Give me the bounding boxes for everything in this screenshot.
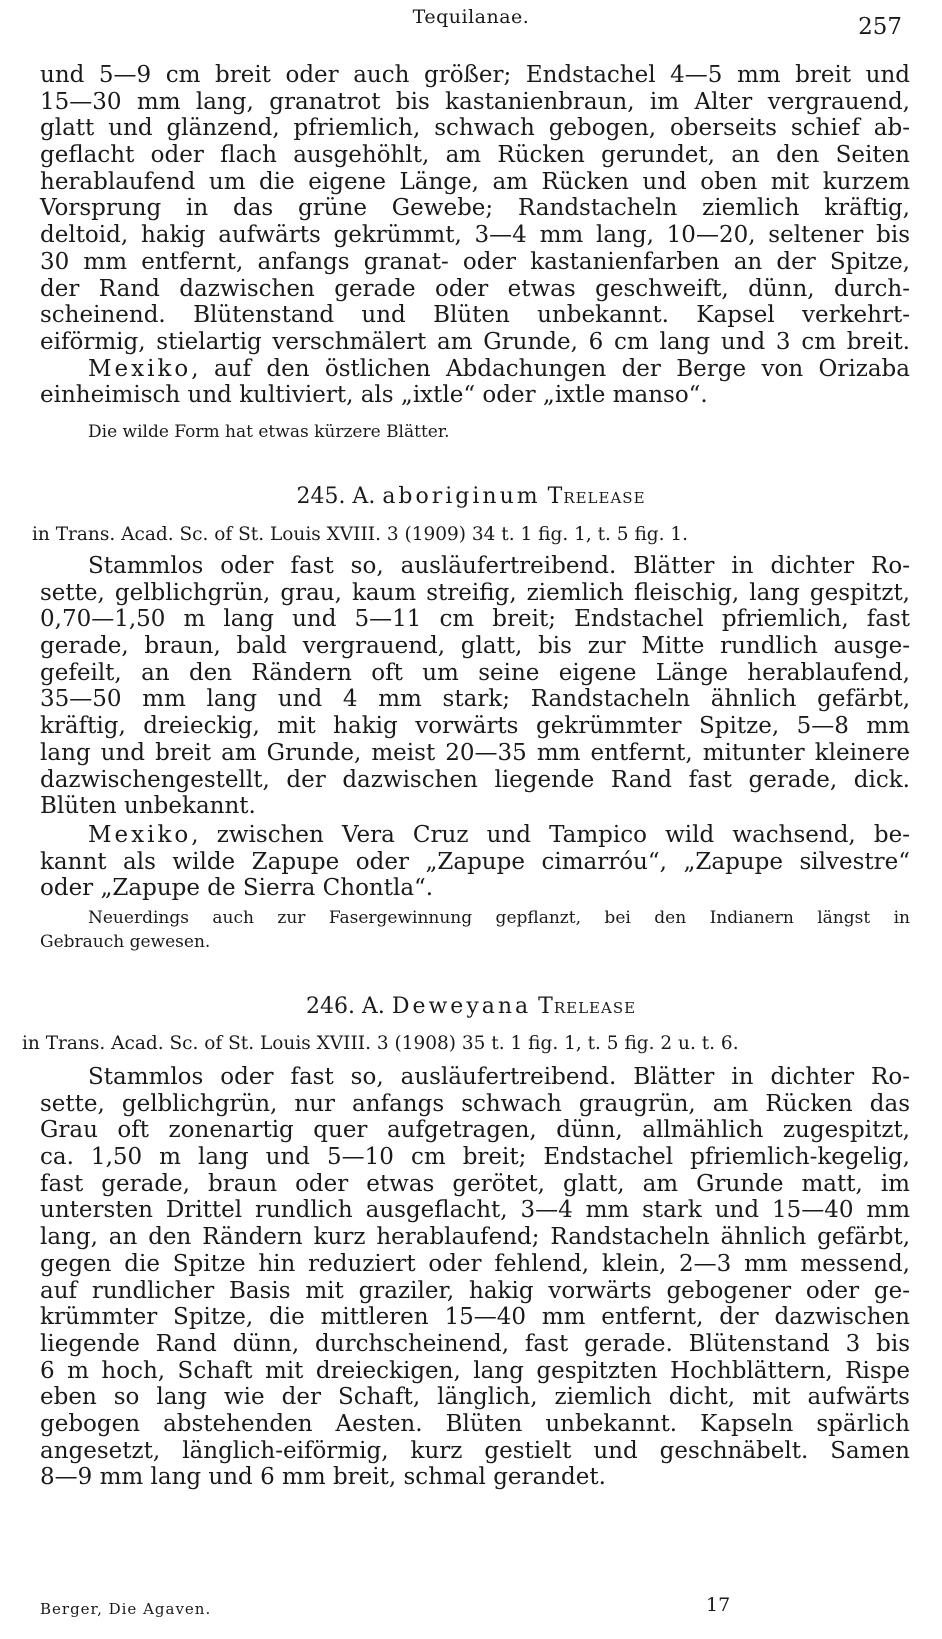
text-line: kräftig, dreieckig, mit hakig vorwärts gekrümmter Spitze, 5—8 mm: [40, 713, 910, 740]
text-line: auf rundlicher Basis mit graziler, hakig vorwärts gebogener oder ge-: [40, 1277, 910, 1304]
species-author: Trelease: [547, 484, 646, 509]
text-line: scheinend. Blütenstand und Blüten unbekannt. Kapsel verkehrt-: [40, 302, 910, 329]
text-line: sette, gelblichgrün, grau, kaum streifig, ziemlich fleischig, lang gespitzt,: [40, 579, 910, 606]
text-line: deltoid, hakig aufwärts gekrümmt, 3—4 mm lang, 10—20, seltener bis: [40, 222, 910, 249]
text-line: glatt und glänzend, pfriemlich, schwach gebogen, oberseits schief ab-: [40, 115, 910, 142]
running-head: Tequilanae.: [412, 6, 530, 28]
text-line: herablaufend um die eigene Länge, am Rücken und oben mit kurzem: [40, 168, 910, 195]
locality-word: Mexiko: [88, 822, 192, 848]
locality-245: [40, 822, 910, 902]
citation-245: in Trans. Acad. Sc. of St. Louis XVIII. 3 (1909) 34 t. 1 fig. 1, t. 5 fig. 1.: [32, 524, 689, 545]
text-line: Vorsprung in das grüne Gewebe; Randstacheln ziemlich kräftig,: [40, 195, 910, 222]
text-line: angesetzt, länglich-eiförmig, kurz gestielt und geschnäbelt. Samen: [40, 1437, 910, 1464]
intro-paragraph: [40, 62, 910, 409]
text-line: geflacht oder flach ausgehöhlt, am Rücken gerundet, an den Seiten: [40, 142, 910, 169]
text-line: Stammlos oder fast so, ausläufertreibend. Blätter in dichter Ro-: [88, 553, 910, 579]
description-245: [40, 553, 910, 820]
text-line: und 5—9 cm breit oder auch größer; Endstachel 4—5 mm breit und: [40, 62, 910, 88]
text-line: 15—30 mm lang, granatrot bis kastanienbraun, im Alter vergrauend,: [40, 88, 910, 115]
text-line: ca. 1,50 m lang und 5—10 cm breit; Endstachel pfriemlich-kegelig,: [40, 1144, 910, 1171]
intro-note: [40, 420, 910, 444]
note-245: [40, 906, 910, 954]
citation-246: in Trans. Acad. Sc. of St. Louis XVIII. 3 (1908) 35 t. 1 fig. 1, t. 5 fig. 2 u. t. 6.: [22, 1033, 739, 1054]
species-epithet: Deweyana: [391, 994, 532, 1019]
text-line: Grau oft zonenartig quer aufgetragen, dünn, allmählich zugespitzt,: [40, 1117, 910, 1144]
locality-line: Mexiko, zwischen Vera Cruz und Tampico wild wachsend, be-: [88, 822, 910, 848]
text-line: dazwischengestellt, der dazwischen liegende Rand fast gerade, dick.: [40, 766, 910, 793]
text-line: 8—9 mm lang und 6 mm breit, schmal gerandet.: [40, 1464, 606, 1491]
text-line: sette, gelblichgrün, nur anfangs schwach graugrün, am Rücken das: [40, 1090, 910, 1117]
text-line: krümmter Spitze, die mittleren 15—40 mm entfernt, der dazwischen: [40, 1304, 910, 1331]
page-number: 257: [858, 14, 902, 40]
text-line: untersten Drittel rundlich ausgeflacht, 3—4 mm stark und 15—40 mm: [40, 1197, 910, 1224]
text-line: liegende Rand dünn, durchscheinend, fast gerade. Blütenstand 3 bis: [40, 1330, 910, 1357]
text-line: 30 mm entfernt, anfangs granat- oder kastanienfarben an der Spitze,: [40, 248, 910, 275]
text-line: gegen die Spitze hin reduziert oder fehlend, klein, 2—3 mm messend,: [40, 1250, 910, 1277]
locality-word: Mexiko: [88, 355, 192, 382]
note-line: Neuerdings auch zur Fasergewinnung gepflanzt, bei den Indianern längst in: [88, 908, 910, 928]
species-author: Trelease: [538, 994, 637, 1019]
locality-line: Mexiko, auf den östlichen Abdachungen der Berge von Orizaba: [88, 355, 910, 382]
note-line: Die wilde Form hat etwas kürzere Blätter.: [88, 422, 450, 442]
text-line: lang und breit am Grunde, meist 20—35 mm entfernt, mitunter kleinere: [40, 739, 910, 766]
species-heading-245: 245. A. aboriginum Trelease: [296, 484, 646, 509]
species-epithet: aboriginum: [382, 484, 541, 509]
text-line: fast gerade, braun oder etwas gerötet, glatt, am Grunde matt, im: [40, 1170, 910, 1197]
text-line: lang, an den Rändern kurz herablaufend; Randstacheln ähnlich gefärbt,: [40, 1224, 910, 1251]
text-line: gerade, braun, bald vergrauend, glatt, bis zur Mitte rundlich ausge-: [40, 633, 910, 660]
text-line: der Rand dazwischen gerade oder etwas geschweift, dünn, durch-: [40, 275, 910, 302]
text-line: Blüten unbekannt.: [40, 793, 256, 820]
note-line: Gebrauch gewesen.: [40, 932, 211, 952]
text-line: 0,70—1,50 m lang und 5—11 cm breit; Endstachel pfriemlich, fast: [40, 606, 910, 633]
text-line: einheimisch und kultiviert, als „ixtle“ oder „ixtle manso“.: [40, 382, 708, 409]
text-line: gefeilt, an den Rändern oft um seine eigene Länge herablaufend,: [40, 659, 910, 686]
text-line: 6 m hoch, Schaft mit dreieckigen, lang gespitzten Hochblättern, Rispe: [40, 1357, 910, 1384]
text-line: eiförmig, stielartig verschmälert am Grunde, 6 cm lang und 3 cm breit.: [40, 328, 910, 355]
text-line: 35—50 mm lang und 4 mm stark; Randstacheln ähnlich gefärbt,: [40, 686, 910, 713]
signature-line: Berger, Die Agaven.: [40, 1600, 212, 1618]
text-line: Stammlos oder fast so, ausläufertreibend. Blätter in dichter Ro-: [88, 1064, 910, 1090]
description-246: [40, 1064, 910, 1491]
text-line: kannt als wilde Zapupe oder „Zapupe cimarróu“, „Zapupe silvestre“: [40, 848, 910, 875]
text-line: gebogen abstehenden Aesten. Blüten unbekannt. Kapseln spärlich: [40, 1410, 910, 1437]
text-line: eben so lang wie der Schaft, länglich, ziemlich dicht, mit aufwärts: [40, 1384, 910, 1411]
text-line: oder „Zapupe de Sierra Chontla“.: [40, 875, 434, 902]
sheet-number: 17: [706, 1594, 731, 1616]
species-heading-246: 246. A. Deweyana Trelease: [305, 994, 637, 1019]
